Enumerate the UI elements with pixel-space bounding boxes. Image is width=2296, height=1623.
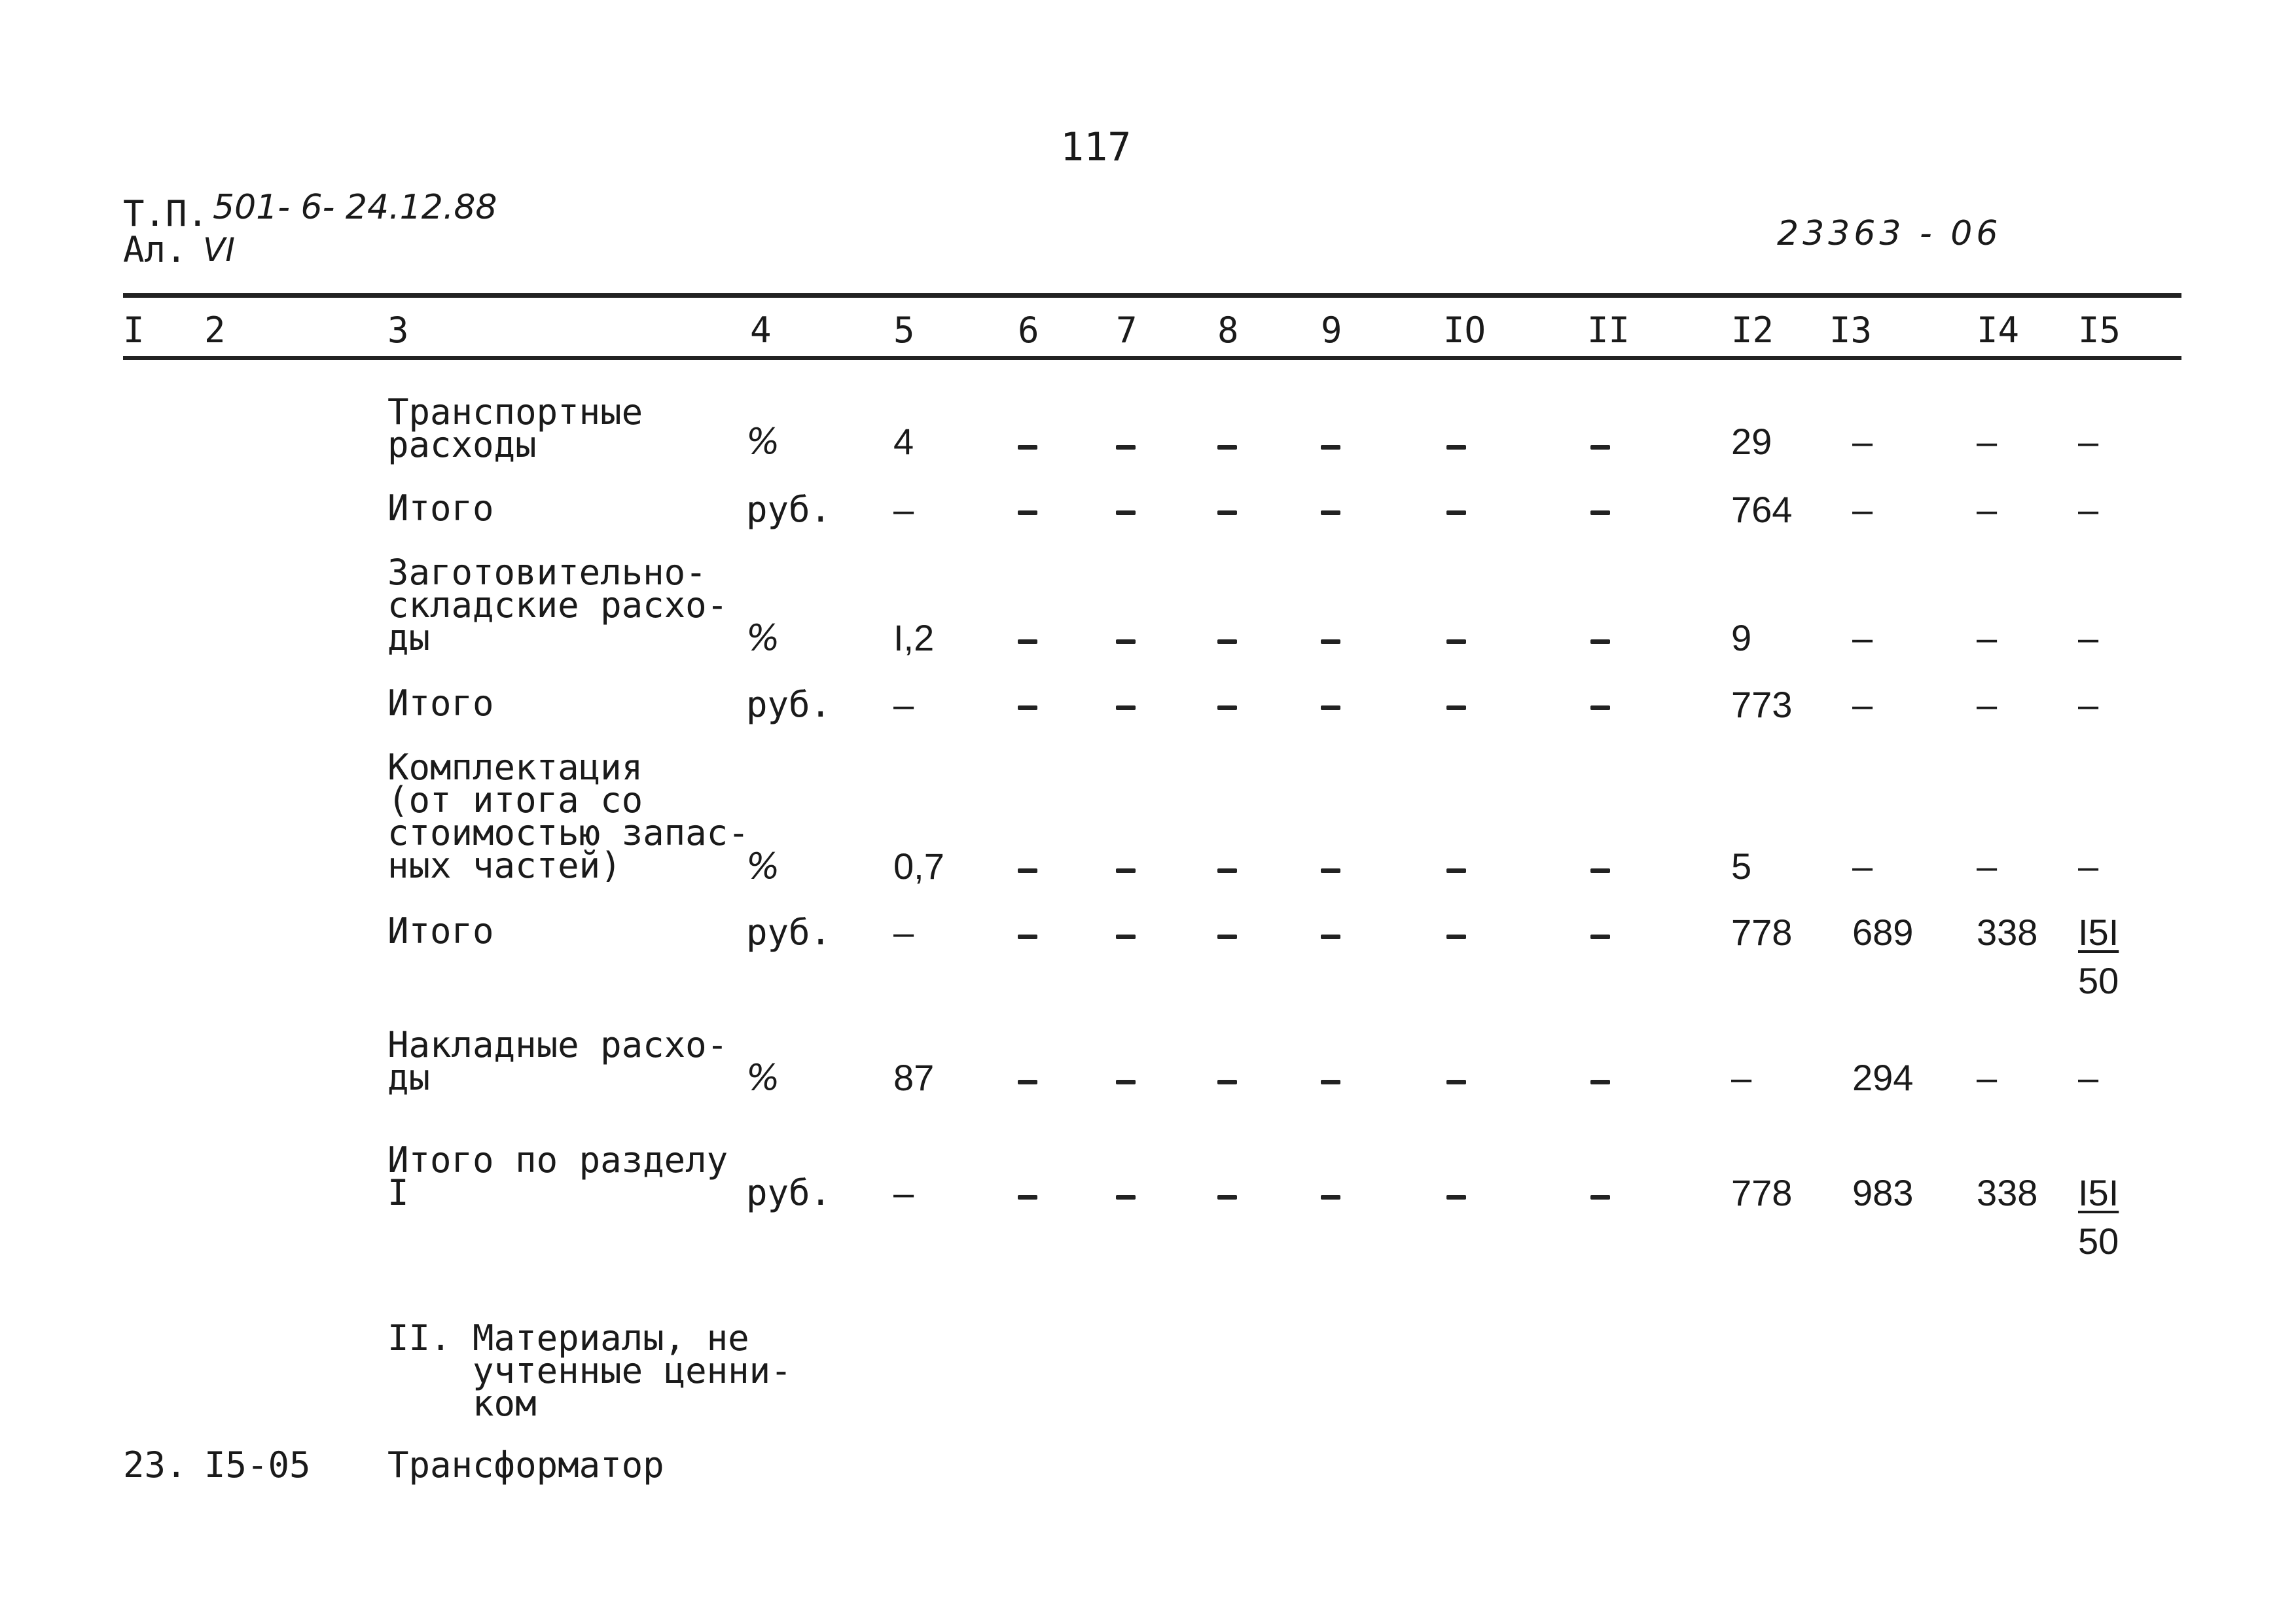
item-name: Трансформатор: [387, 1444, 664, 1486]
cell-col5: 0,7: [893, 846, 944, 887]
dash-mark: [1116, 510, 1136, 515]
cell-col5: –: [893, 489, 914, 530]
cell-col12: 29: [1731, 421, 1772, 462]
dash-mark: [1321, 639, 1340, 644]
cell-col15: –: [2078, 846, 2099, 887]
dash-mark: [1590, 705, 1610, 710]
cell-col14: –: [1977, 421, 1998, 462]
dash-mark: [1116, 1195, 1136, 1200]
col-header: 8: [1217, 310, 1239, 351]
col-header: I: [123, 310, 145, 351]
cell-col13: –: [1852, 617, 1873, 658]
cell-col12: 9: [1731, 617, 1752, 658]
dash-mark: [1217, 1195, 1237, 1200]
col-header: I5: [2078, 310, 2121, 351]
dash-mark: [1018, 445, 1037, 450]
row-unit: руб.: [746, 684, 832, 725]
cell-col5: 4: [893, 421, 914, 462]
col-header: 9: [1321, 310, 1342, 351]
dash-mark: [1321, 935, 1340, 939]
cell-col15: –: [2078, 421, 2099, 462]
cell-col13: –: [1852, 421, 1873, 462]
dash-mark: [1217, 705, 1237, 710]
cell-col15-sub: 50: [2078, 960, 2119, 1001]
cell-col15: –: [2078, 684, 2099, 725]
row-label: Комплектация (от итога со стоимостью запас- ных частей): [387, 747, 749, 886]
dash-mark: [1217, 445, 1237, 450]
cell-col13: –: [1852, 846, 1873, 887]
col-header: IO: [1443, 310, 1486, 351]
dash-mark: [1116, 1080, 1136, 1084]
cell-col13: –: [1852, 489, 1873, 530]
cell-col5: –: [893, 912, 914, 953]
row-unit: руб.: [746, 1172, 832, 1213]
cell-col5: 87: [893, 1057, 935, 1098]
cell-col14: –: [1977, 489, 1998, 530]
cell-col13: 689: [1852, 912, 1914, 953]
cell-col12: 778: [1731, 912, 1793, 953]
row-label: Итого: [387, 488, 494, 529]
dash-mark: [1446, 1195, 1466, 1200]
cell-col14: –: [1977, 846, 1998, 887]
dash-mark: [1116, 705, 1136, 710]
cell-col14: –: [1977, 684, 1998, 725]
dash-mark: [1018, 1195, 1037, 1200]
row-label: Заготовительно- складские расхо- ды: [387, 552, 728, 658]
dash-mark: [1116, 868, 1136, 873]
cell-col14: –: [1977, 1057, 1998, 1098]
dash-mark: [1018, 705, 1037, 710]
cell-col15-sub: 50: [2078, 1221, 2119, 1262]
dash-mark: [1321, 868, 1340, 873]
cell-col15: –: [2078, 617, 2099, 658]
tp-code: 501- 6- 24.12.88: [213, 188, 497, 227]
dash-mark: [1217, 935, 1237, 939]
dash-mark: [1446, 639, 1466, 644]
dash-mark: [1446, 868, 1466, 873]
row-label: Транспортные расходы: [387, 391, 643, 465]
cell-col12: 773: [1731, 684, 1793, 725]
dash-mark: [1446, 510, 1466, 515]
cell-col14: 338: [1977, 1172, 2038, 1213]
al-prefix: Ал.: [123, 229, 187, 270]
cell-col15: I5I: [2078, 912, 2119, 953]
dash-mark: [1590, 1080, 1610, 1084]
row-label: Итого по разделу I: [387, 1139, 728, 1213]
al-code: VI: [203, 231, 235, 269]
dash-mark: [1321, 445, 1340, 450]
col-header: 6: [1018, 310, 1039, 351]
dash-mark: [1446, 1080, 1466, 1084]
cell-col13: –: [1852, 684, 1873, 725]
dash-mark: [1321, 705, 1340, 710]
dash-mark: [1018, 510, 1037, 515]
col-header: II: [1587, 310, 1630, 351]
dash-mark: [1116, 445, 1136, 450]
cell-col12: 5: [1731, 846, 1752, 887]
dash-mark: [1217, 1080, 1237, 1084]
dash-mark: [1018, 868, 1037, 873]
row-unit: руб.: [746, 489, 832, 530]
cell-col13: 294: [1852, 1057, 1914, 1098]
tp-prefix: Т.П.: [123, 193, 209, 234]
col-header: 3: [387, 310, 409, 351]
dash-mark: [1018, 935, 1037, 939]
cell-col12: 778: [1731, 1172, 1793, 1213]
dash-mark: [1217, 510, 1237, 515]
cell-col14: 338: [1977, 912, 2038, 953]
dash-mark: [1590, 1195, 1610, 1200]
dash-mark: [1116, 935, 1136, 939]
cell-col15: I5I: [2078, 1172, 2119, 1213]
doc-number: 23363 - 06: [1777, 214, 2002, 253]
dash-mark: [1590, 510, 1610, 515]
dash-mark: [1321, 510, 1340, 515]
dash-mark: [1018, 1080, 1037, 1084]
cell-col12: –: [1731, 1057, 1752, 1098]
table-header-rule: [123, 356, 2181, 360]
col-header: I2: [1731, 310, 1774, 351]
dash-mark: [1590, 935, 1610, 939]
dash-mark: [1217, 868, 1237, 873]
cell-col5: –: [893, 684, 914, 725]
row-label: Итого: [387, 910, 494, 952]
cell-col13: 983: [1852, 1172, 1914, 1213]
row-unit: %: [746, 846, 780, 887]
dash-mark: [1590, 445, 1610, 450]
cell-col15: –: [2078, 1057, 2099, 1098]
cell-col15: –: [2078, 489, 2099, 530]
dash-mark: [1590, 639, 1610, 644]
table-top-rule: [123, 293, 2181, 298]
dash-mark: [1116, 639, 1136, 644]
row-unit: %: [746, 1057, 780, 1098]
cell-col5: –: [893, 1172, 914, 1213]
dash-mark: [1217, 639, 1237, 644]
row-label: Итого: [387, 683, 494, 724]
col-header: I3: [1829, 310, 1873, 351]
row-unit: %: [746, 617, 780, 658]
dash-mark: [1446, 935, 1466, 939]
row-unit: руб.: [746, 912, 832, 953]
item-number: 23.: [123, 1444, 187, 1486]
dash-mark: [1321, 1080, 1340, 1084]
dash-mark: [1446, 705, 1466, 710]
dash-mark: [1321, 1195, 1340, 1200]
dash-mark: [1018, 639, 1037, 644]
section-heading: II. Материалы, не учтенные ценни- ком: [387, 1317, 792, 1424]
item-code: I5-05: [204, 1444, 311, 1486]
col-header: 5: [893, 310, 915, 351]
cell-col5: I,2: [893, 617, 935, 658]
row-label: Накладные расхо- ды: [387, 1024, 728, 1098]
col-header: 4: [750, 310, 772, 351]
dash-mark: [1446, 445, 1466, 450]
dash-mark: [1590, 868, 1610, 873]
page-number: 117: [1060, 124, 1132, 170]
col-header: 2: [204, 310, 226, 351]
col-header: I4: [1977, 310, 2020, 351]
row-unit: %: [746, 421, 780, 462]
col-header: 7: [1116, 310, 1138, 351]
cell-col14: –: [1977, 617, 1998, 658]
cell-col12: 764: [1731, 489, 1793, 530]
